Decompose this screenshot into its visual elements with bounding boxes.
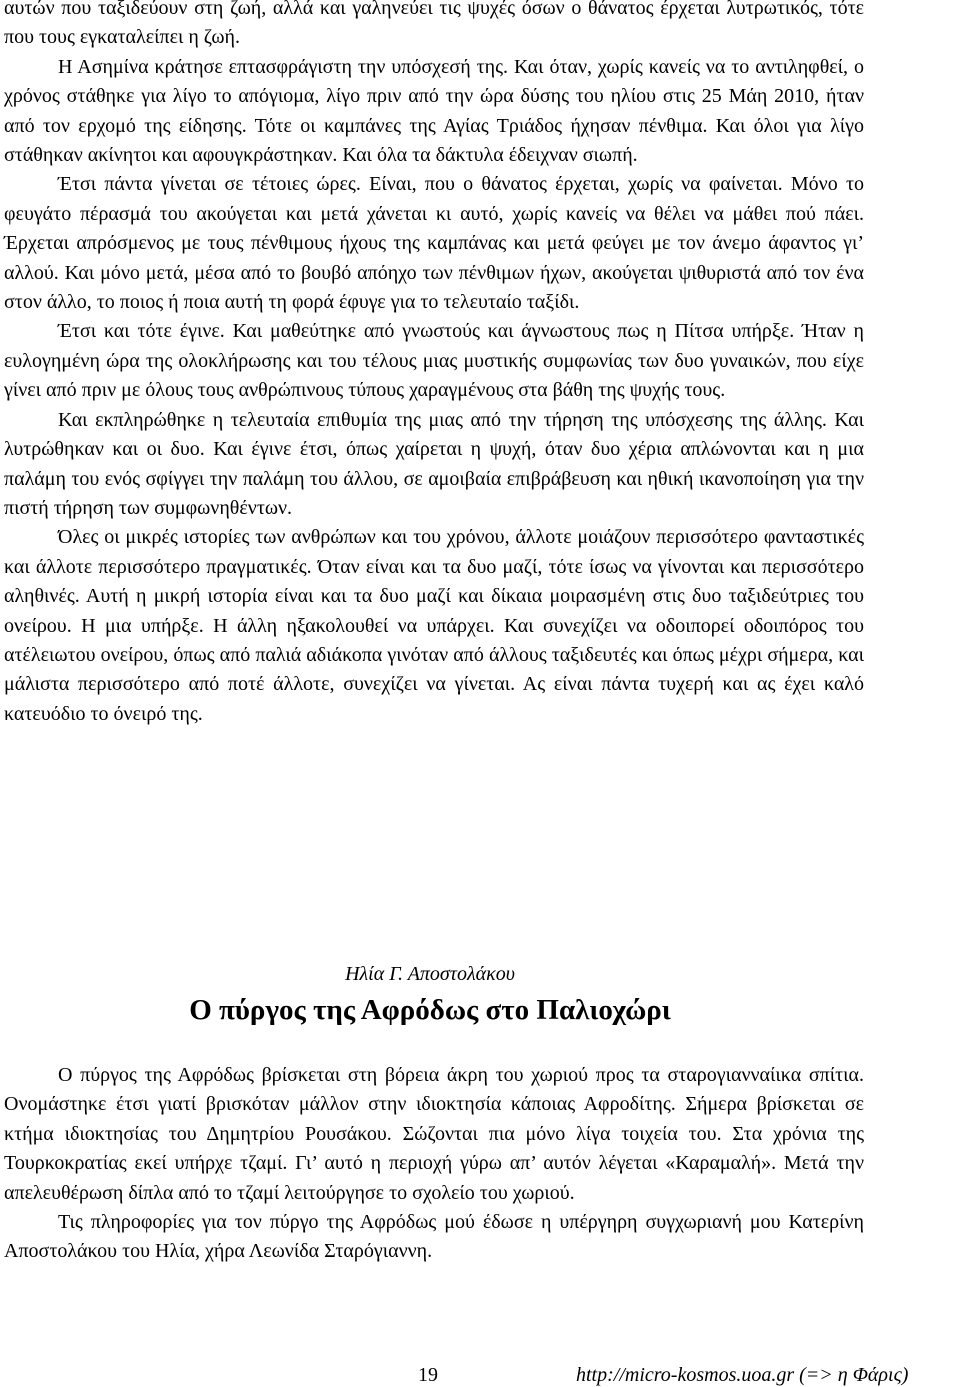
article-text xyxy=(4,1061,864,1267)
article-paragraph: Ο πύργος της Αφρόδως βρίσκεται στη βόρεια άκρη του χωριού προς τα σταρογιανναίικα σπίτια. Ονομάστηκε έτσι γιατί βρισκόταν μάλλον στην ιδιοκτησία κάποιας Αφροδίτης. Σήμερα βρίσκεται σε κτήμα ιδιοκτησίας του Δημητρίου Ρουσάκου. Σώζονται πια μόνο λίγα τοιχεία του. Στα χρόνια της Τουρκοκρατίας εκεί υπήρχε τζαμί. Γι’ αυτό η περιοχή γύρω απ’ αυτόν λέγεται «Καραμαλή». Μετά την απελευθέρωση δίπλα από το τζαμί λειτούργησε το σχολείο του χωριού. xyxy=(4,1064,864,1204)
story-text xyxy=(4,0,864,729)
page-number: 19 xyxy=(418,1364,438,1386)
story-paragraph: Έτσι πάντα γίνεται σε τέτοιες ώρες. Είναι, που ο θάνατος έρχεται, χωρίς να φαίνεται. Μόνο το φευγάτο πέρασμά του ακούγεται και μετά χάνεται κι αυτό, χωρίς κανείς να θέλει να μάθει πού πάει. Έρχεται απρόσμενος με τους πένθιμους ήχους της καμπάνας και μετά φεύγει με τον άνεμο άφαντος γι’ αλλού. Και μόνο μετά, μέσα από το βουβό απόηχο των πένθιμων ήχων, ακούγεται ψιθυριστά από τον ένα στον άλλο, το ποιος ή ποια αυτή τη φορά έφυγε για το τελευταίο ταξίδι. xyxy=(4,173,864,314)
footer-url-link[interactable]: http://micro-kosmos.uoa.gr (=> η Φάρις) xyxy=(576,1364,909,1386)
story-paragraph: Και εκπληρώθηκε η τελευταία επιθυμία της μιας από την τήρηση της υπόσχεσης της άλλης. Και λυτρώθηκαν και οι δυο. Και έγινε έτσι, όπως χαίρεται η ψυχή, όταν δυο χέρια απλώνονται και η μια παλάμη του ενός σφίγγει την παλάμη του άλλου, σε αμοιβαία επιβράβευση και ηθική ικανοποίηση για την πιστή τήρηση των συμφωνηθέντων. xyxy=(4,408,864,519)
article-paragraph: Τις πληροφορίες για τον πύργο της Αφρόδως μού έδωσε η υπέργηρη συγχωριανή μου Κατερίνη Αποστολάκου του Ηλία, χήρα Λεωνίδα Σταρόγιαννη. xyxy=(4,1211,864,1263)
story-paragraph: Η Ασημίνα κράτησε επτασφράγιστη την υπόσχεσή της. Και όταν, χωρίς κανείς να το αντιληφθεί, ο χρόνος στάθηκε για λίγο το απόγιομα, λίγο πριν από την ώρα δύσης του ηλίου στις 25 Μάη 2010, ήταν από τον ερχομό της είδησης. Τότε οι καμπάνες της Αγίας Τριάδος ήχησαν πένθιμα. Και όλοι για λίγο στάθηκαν ακίνητοι και αφουγκράστηκαν. Και όλα τα δάκτυλα έδειχναν σιωπή. xyxy=(4,55,864,167)
article-title: Ο πύργος της Αφρόδως στο Παλιοχώρι xyxy=(189,994,671,1026)
article-author: Ηλία Γ. Αποστολάκου xyxy=(345,963,515,985)
story-paragraph: αυτών που ταξιδεύουν στη ζωή, αλλά και γαληνεύει τις ψυχές όσων ο θάνατος έρχεται λυτρωτικός, τότε που τους εγκαταλείπει η ζωή. xyxy=(4,0,864,49)
story-paragraph: Έτσι και τότε έγινε. Και μαθεύτηκε από γνωστούς και άγνωστους πως η Πίτσα υπήρξε. Ήταν η ευλογημένη ώρα της ολοκλήρωσης και του τέλους μιας μυστικής συμφωνίας των δυο γυναικών, που είχε γίνει από πριν με όλους τους ανθρώπινους τύπους χαραγμένους στα βάθη της ψυχής τους. xyxy=(4,320,864,402)
story-paragraph: Όλες οι μικρές ιστορίες των ανθρώπων και του χρόνου, άλλοτε μοιάζουν περισσότερο φανταστικές και άλλοτε περισσότερο πραγματικές. Όταν είναι και τα δυο μαζί, τότε ίσως να γίνονται και περισσότερο αληθινές. Αυτή η μικρή ιστορία είναι και τα δυο μαζί και δίκαια μοιρασμένη στις δυο ταξιδεύτριες του ονείρου. Η μια υπήρξε. Η άλλη ηξακολουθεί να υπάρχει. Και συνεχίζει να οδοιπορεί οδοιπόρος του ατέλειωτου ονείρου, όπως από παλιά αδιάκοπα γινόταν από άλλους ταξιδευτές και όπως μέχρι σήμερα, και μάλιστα περισσότερο από ποτέ άλλοτε, συνεχίζει να γίνεται. Ας είναι πάντα τυχερή και ας έχει καλό κατευόδιο το όνειρό της. xyxy=(4,526,864,725)
